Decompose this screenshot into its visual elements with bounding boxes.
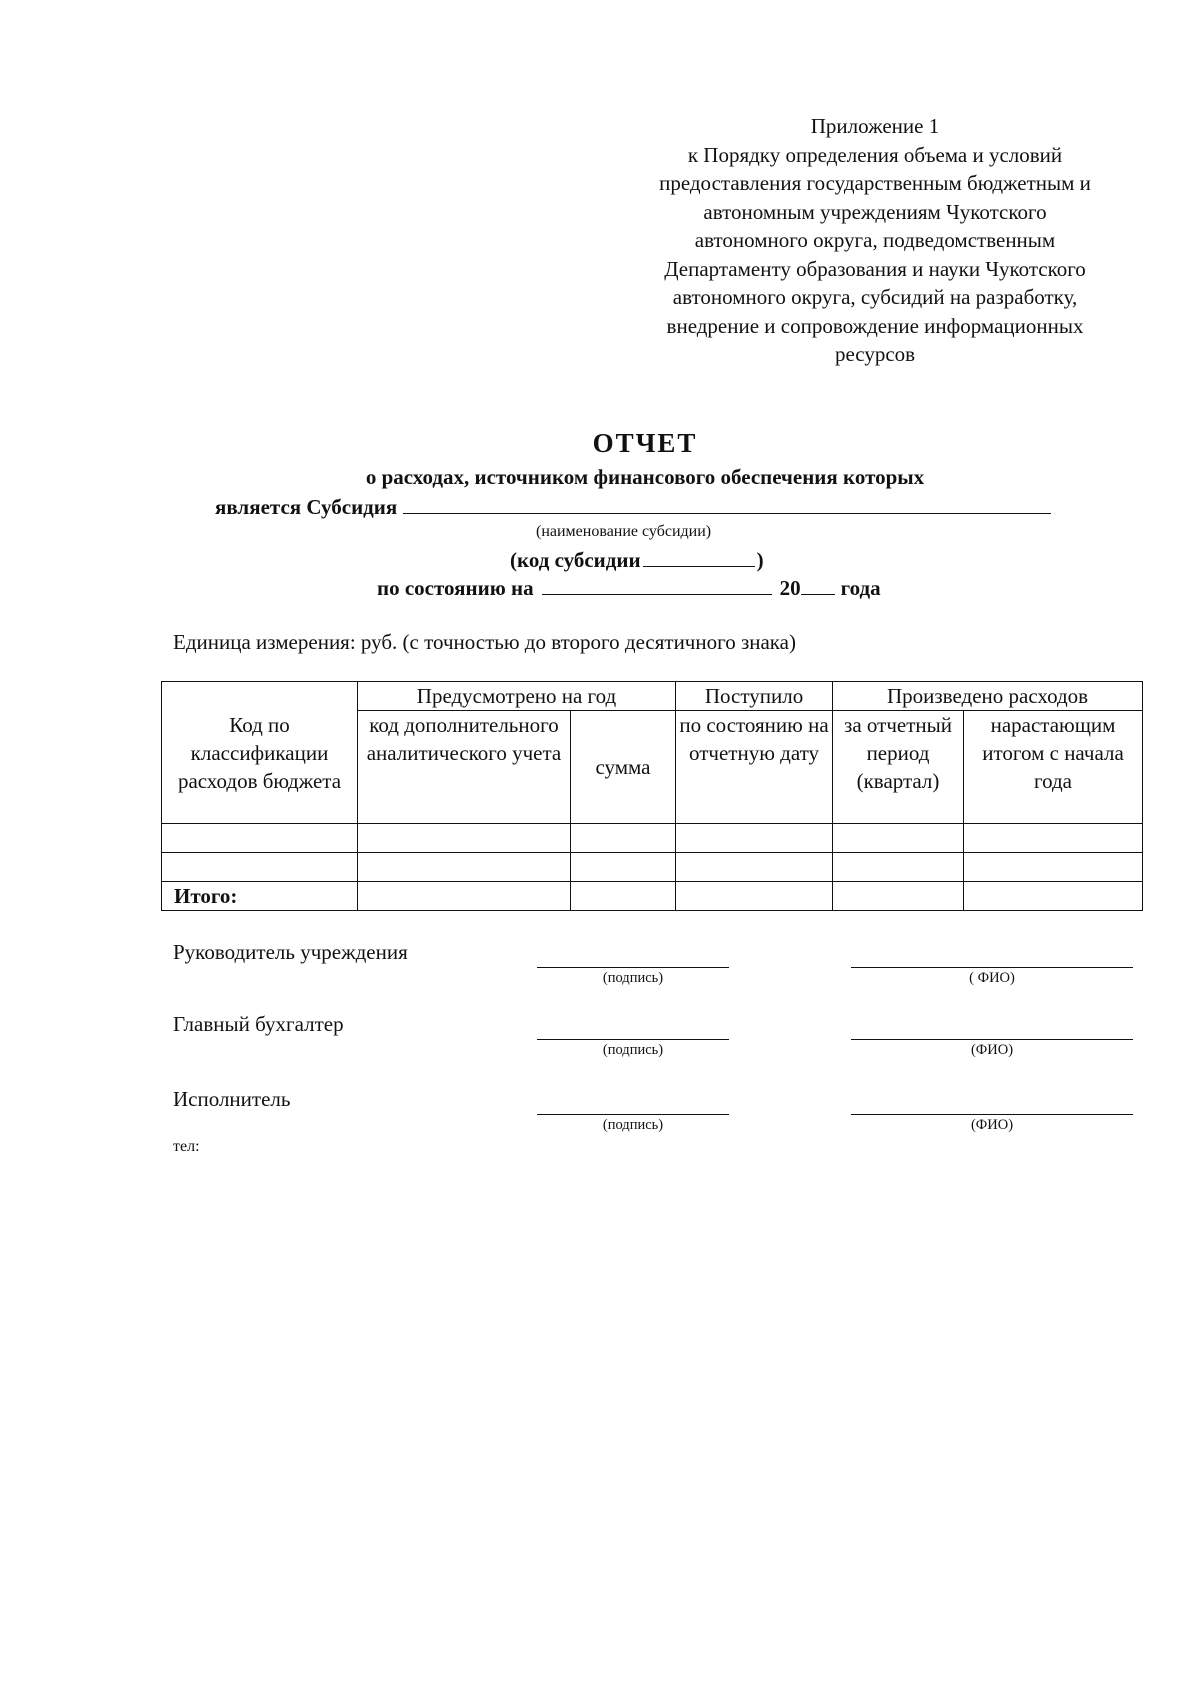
table-row (162, 824, 1143, 853)
header-cumulative: нарастающим итогом с начала года (964, 711, 1143, 824)
subsidy-line (215, 493, 1051, 520)
header-expenses-group: Произведено расходов (833, 682, 1143, 711)
cell-cumulative-total[interactable] (964, 882, 1143, 911)
cell-received[interactable] (676, 824, 833, 853)
subsidy-name-hint: (наименование субсидии) (536, 523, 712, 540)
header-planned-group: Предусмотрено на год (358, 682, 676, 711)
date-suffix: года (840, 576, 881, 600)
signature-hint-executor: (подпись) (602, 1117, 664, 1133)
header-budget-code: Код по классификации расходов бюджета (162, 682, 358, 824)
cell-analytic-code[interactable] (358, 853, 571, 882)
cell-cumulative[interactable] (964, 824, 1143, 853)
annex-header (610, 112, 1140, 369)
phone-label: тел: (173, 1138, 200, 1155)
subsidy-label: является Субсидия (215, 495, 398, 519)
subsidy-code-close: ) (756, 548, 764, 572)
header-received-group: Поступило (676, 682, 833, 711)
fullname-hint-executor: (ФИО) (970, 1117, 1014, 1133)
cell-analytic-code[interactable] (358, 824, 571, 853)
subsidy-code-line (510, 546, 764, 573)
cell-budget-code[interactable] (162, 853, 358, 882)
cell-received[interactable] (676, 853, 833, 882)
annex-line: автономным учреждениям Чукотского (703, 199, 1047, 224)
annex-line: внедрение и сопровождение информационных (666, 313, 1084, 338)
signature-line-accountant[interactable] (537, 1039, 729, 1040)
header-period-quarter: за отчетный период (квартал) (833, 711, 964, 824)
subsidy-code-label: (код субсидии (510, 548, 641, 572)
subsidy-code-blank[interactable] (643, 546, 755, 567)
fullname-hint-accountant: (ФИО) (970, 1042, 1014, 1058)
year-blank[interactable] (801, 574, 835, 595)
cell-sum-total[interactable] (571, 882, 676, 911)
date-year-prefix: 20 (779, 576, 801, 600)
signature-line-head[interactable] (537, 967, 729, 968)
total-label: Итого: (162, 882, 358, 911)
cell-received-total[interactable] (676, 882, 833, 911)
signature-hint-head: (подпись) (602, 970, 664, 986)
date-prefix: по состоянию на (377, 576, 534, 600)
cell-budget-code[interactable] (162, 824, 358, 853)
signature-hint-accountant: (подпись) (602, 1042, 664, 1058)
fullname-line-head[interactable] (851, 967, 1133, 968)
report-title: ОТЧЕТ (592, 428, 698, 458)
annex-line: автономного округа, субсидий на разработку, (672, 285, 1078, 309)
cell-analytic-code-total[interactable] (358, 882, 571, 911)
report-subtitle: о расходах, источником финансового обеспечения которых (365, 465, 925, 489)
signature-label-accountant: Главный бухгалтер (173, 1012, 344, 1036)
cell-sum[interactable] (571, 853, 676, 882)
annex-line: Департаменту образования и науки Чукотского (664, 256, 1086, 281)
date-blank[interactable] (542, 574, 772, 595)
annex-line: автономного округа, подведомственным (694, 228, 1056, 252)
fullname-line-executor[interactable] (851, 1114, 1133, 1115)
table-total-row (162, 882, 1143, 911)
signature-line-executor[interactable] (537, 1114, 729, 1115)
fullname-line-accountant[interactable] (851, 1039, 1133, 1040)
signature-label-head: Руководитель учреждения (173, 940, 408, 964)
subsidy-name-blank[interactable] (403, 493, 1051, 514)
annex-line: предоставления государственным бюджетным и (659, 171, 1091, 195)
header-analytic-code: код дополнительного аналитического учета (358, 711, 571, 824)
cell-period-total[interactable] (833, 882, 964, 911)
table-header-row (162, 682, 1143, 711)
expense-report-table (161, 681, 1143, 911)
unit-of-measure: Единица измерения: руб. (с точностью до второго десятичного знака) (173, 630, 796, 654)
annex-line: Приложение 1 (810, 114, 940, 138)
header-sum: сумма (571, 711, 676, 824)
annex-line: ресурсов (834, 342, 916, 366)
cell-period[interactable] (833, 853, 964, 882)
fullname-hint-head: ( ФИО) (969, 970, 1015, 986)
table-row (162, 853, 1143, 882)
report-date-line (377, 574, 881, 601)
annex-line: к Порядку определения объема и условий (687, 142, 1063, 167)
cell-period[interactable] (833, 824, 964, 853)
cell-cumulative[interactable] (964, 853, 1143, 882)
cell-sum[interactable] (571, 824, 676, 853)
signature-label-executor: Исполнитель (173, 1087, 291, 1111)
header-received-date: по состоянию на отчетную дату (676, 711, 833, 824)
